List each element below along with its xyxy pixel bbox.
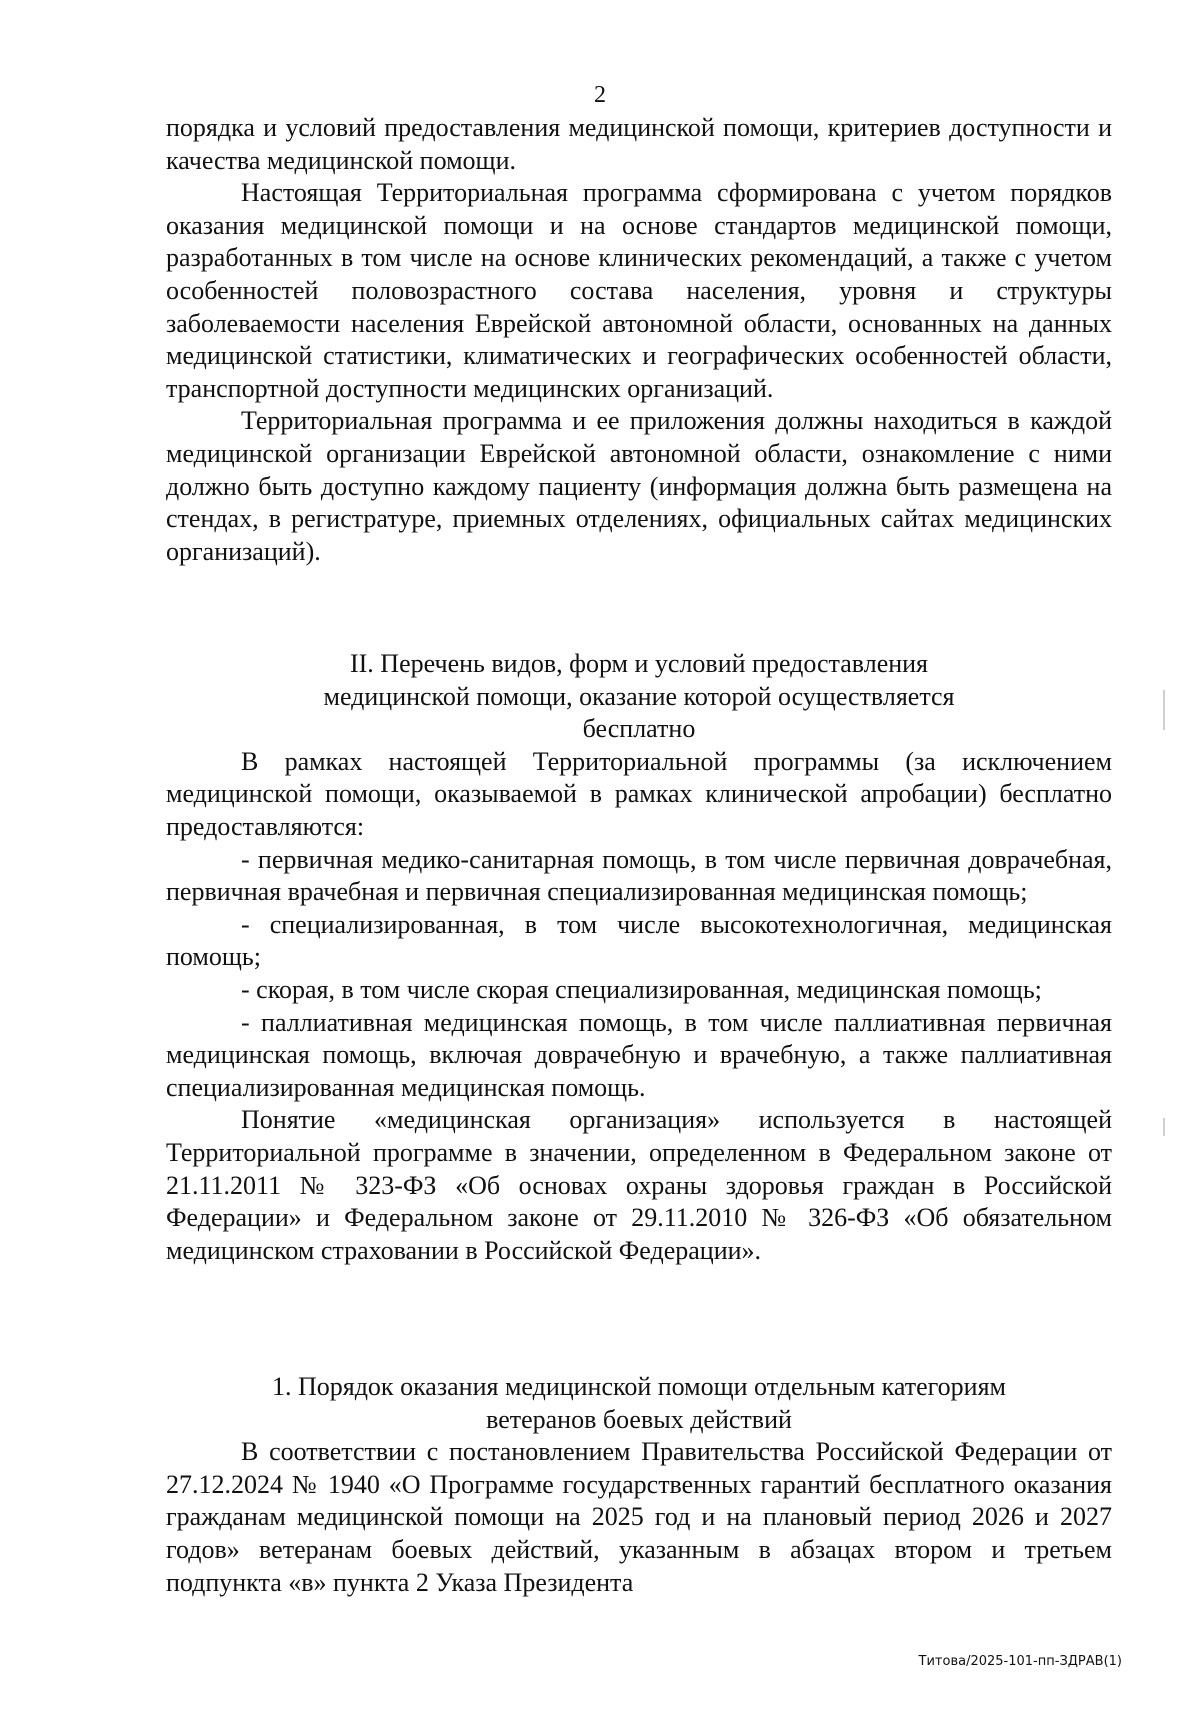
list-item-emergency-care: - скорая, в том числе скорая специализированная, медицинская помощь; bbox=[241, 974, 1042, 1004]
scan-artifact-mark bbox=[1163, 1118, 1165, 1136]
section-2-heading-line-3: бесплатно bbox=[582, 714, 696, 744]
paragraph-continuation: порядка и условий предоставления медицинской помощи, критериев доступности и качества медицинской помощи. bbox=[166, 113, 1112, 175]
paragraph-medical-organization-definition: Понятие «медицинская организация» используется в настоящей Территориальной программе в значении, определенном в Федеральном законе от 21.11.2011 № 323-ФЗ «Об основах охраны здоровья граждан в Российской Федерации» и Федеральном законе от 29.11.2010 № 326-ФЗ «Об обязательном медицинском страховании в Российской Федерации». bbox=[166, 1105, 1112, 1265]
document-footer-code: Титова/2025-101-пп-ЗДРАВ(1) bbox=[918, 1654, 1122, 1669]
subsection-1-block bbox=[166, 1371, 1112, 1599]
paragraph-free-provision: В рамках настоящей Территориальной программы (за исключением медицинской помощи, оказываемой в рамках клинической апробации) бесплатно предоставляются: bbox=[166, 746, 1112, 841]
section-2-heading-line-2: медицинской помощи, оказание которой осуществляется bbox=[323, 681, 955, 711]
intro-block bbox=[166, 112, 1112, 568]
subsection-1-heading-line-2: ветеранов боевых действий bbox=[486, 1404, 792, 1434]
paragraph-veterans-order: В соответствии с постановлением Правительства Российской Федерации от 27.12.2024 № 1940 «О Программе государственных гарантий бесплатного оказания гражданам медицинской помощи на 2025 год и на плановый период 2026 и 2027 годов» ветеранам боевых действий, указанным в абзацах втором и третьем подпункта «в» пункта 2 Указа Президента bbox=[166, 1437, 1112, 1597]
subsection-1-heading-line-1: 1. Порядок оказания медицинской помощи отдельным категориям bbox=[271, 1372, 1007, 1401]
list-item-primary-care: - первичная медико-санитарная помощь, в том числе первичная доврачебная, первичная врачебная и первичная специализированная медицинская помощь; bbox=[166, 844, 1112, 907]
paragraph-program-availability: Территориальная программа и ее приложения должны находиться в каждой медицинской организации Еврейской автономной области, ознакомление с ними должно быть доступно каждому пациенту (информация должна быть размещена на стендах, в регистратуре, приемных отделениях, официальных сайтах медицинских организаций). bbox=[166, 406, 1112, 566]
scan-artifact-mark bbox=[1163, 690, 1165, 730]
page-number: 2 bbox=[594, 82, 606, 108]
list-item-palliative-care: - паллиативная медицинская помощь, в том числе паллиативная первичная медицинская помощь, включая доврачебную и врачебную, а также паллиативная специализированная медицинская помощь. bbox=[166, 1007, 1112, 1102]
list-item-specialized-care: - специализированная, в том числе высокотехнологичная, медицинская помощь; bbox=[166, 909, 1112, 972]
section-2-block bbox=[166, 648, 1112, 1267]
paragraph-program-basis: Настоящая Территориальная программа сформирована с учетом порядков оказания медицинской помощи и на основе стандартов медицинской помощи, разработанных в том числе на основе клинических рекомендаций, а также с учетом особенностей половозрастного состава населения, уровня и структуры заболеваемости населения Еврейской автономной области, основанных на данных медицинской статистики, климатических и географических особенностей области, транспортной доступности медицинских организаций. bbox=[166, 178, 1112, 403]
section-2-heading-line-1: II. Перечень видов, форм и условий предоставления bbox=[349, 649, 929, 678]
